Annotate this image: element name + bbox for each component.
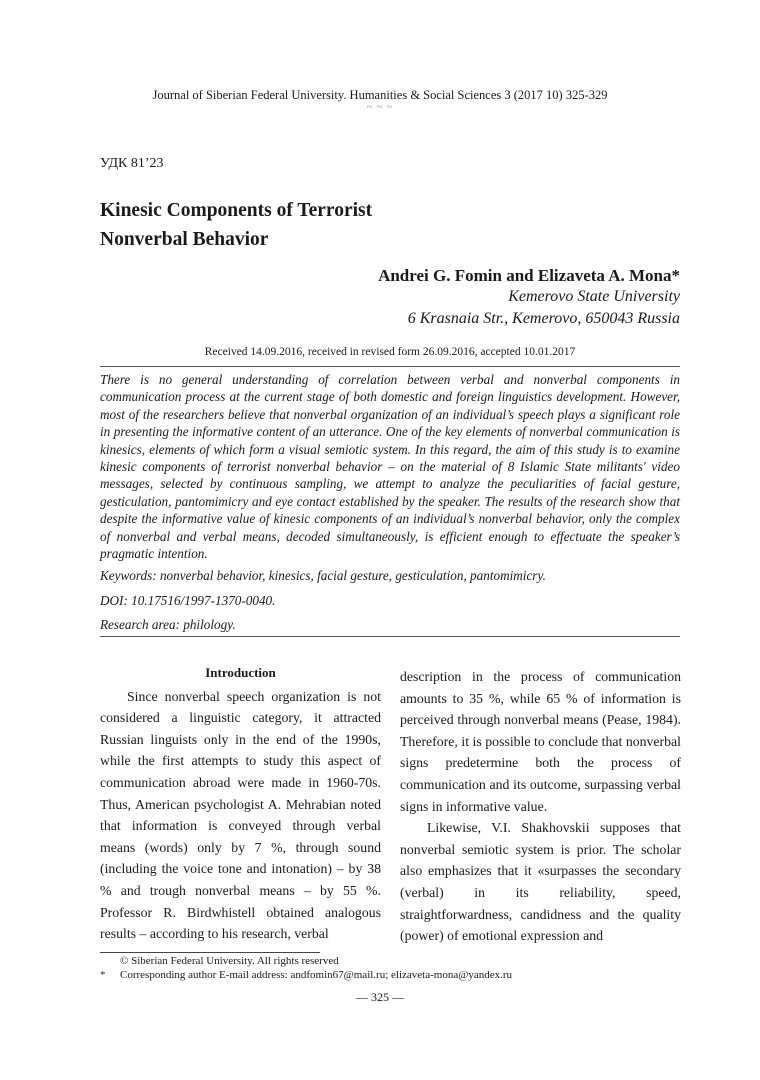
divider-bottom	[100, 636, 680, 637]
udk-code: УДК 81’23	[100, 156, 164, 171]
keywords: Keywords: nonverbal behavior, kinesics, facial gesture, gesticulation, pantomimicry.	[100, 568, 546, 583]
section-heading-introduction: Introduction	[205, 665, 276, 680]
body-paragraph: Since nonverbal speech organization is not considered a linguistic category, it attracted Russian linguists only in the end of the 1990s, while the first attempts to study this aspect of communication abroad were made in 1960-70s. Thus, American psychologist A. Mehrabian noted that information is conveyed through verbal means (words) only by 7 %, through sound (including the voice tone and intonation) – by 38 % and trough nonverbal means – by 55 %. Professor R. Birdwhistell obtained analogous results – according to his research, verbal	[100, 688, 381, 942]
author-address: 6 Krasnaia Str., Kemerovo, 650043 Russia	[407, 310, 680, 327]
footnote-email-text: Corresponding author E-mail address: andfomin67@mail.ru; elizaveta-mona@yandex.ru	[120, 969, 513, 981]
divider-top	[100, 366, 680, 367]
footnote-marker: *	[100, 969, 106, 981]
author-names: Andrei G. Fomin and Elizaveta A. Mona*	[378, 266, 680, 285]
research-area: Research area: philology.	[100, 617, 236, 632]
body-paragraph: description in the process of communication amounts to 35 %, while 65 % of information is perceived through nonverbal means (Pease, 1984). Therefore, it is possible to conclude that nonverbal signs predetermine both the process of communication and its outcome, surpassing verbal signs in informative value.	[400, 669, 681, 814]
title-line-1: Kinesic Components of Terrorist	[100, 200, 373, 221]
received-dates: Received 14.09.2016, received in revised form 26.09.2016, accepted 10.01.2017	[204, 346, 576, 358]
doi: DOI: 10.17516/1997-1370-0040.	[100, 593, 276, 608]
body-paragraph: Likewise, V.I. Shakhovskii supposes that nonverbal semiotic system is prior. The scholar also emphasizes that it «surpasses the secondary (verbal) in its reliability, speed, straightforwardness, candidness and the quality (power) of emotional expression and	[400, 820, 681, 944]
body-column-right	[400, 666, 681, 947]
body-column-left	[100, 662, 381, 945]
title-line-2: Nonverbal Behavior	[100, 229, 269, 250]
footnote-copyright: © Siberian Federal University. All rights reserved	[120, 955, 339, 967]
page-number: — 325 —	[356, 990, 404, 1004]
header-ornament: ~ ~ ~	[366, 102, 394, 113]
article-title	[100, 196, 372, 254]
journal-header: Journal of Siberian Federal University. Humanities & Social Sciences 3 (2017 10) 325-329	[152, 88, 608, 102]
author-affiliation: Kemerovo State University	[508, 288, 680, 305]
footnote-corresponding-author	[100, 969, 512, 981]
abstract: There is no general understanding of correlation between verbal and nonverbal components in communication process at the current stage of both domestic and foreign linguistics development. However, most of the researchers believe that nonverbal organization of an individual’s speech plays a significant role in presenting the informative content of an utterance. One of the key elements of nonverbal communication is kinesics, elements of which form a visual semiotic system. In this regard, the aim of this study is to examine kinesic components of terrorist nonverbal behavior – on the material of 8 Islamic State militants' video messages, selected by continuous sampling, we attempt to analyze the peculiarities of facial gesture, gesticulation, pantomimicry and eye contact established by the speaker. The results of the research show that despite the informative value of kinesic components of an individual’s nonverbal behavior, only the complex of nonverbal and verbal means, decoded simultaneously, is efficient enough to effectuate the speaker’s pragmatic intention.	[100, 372, 680, 562]
footnote-divider	[100, 952, 320, 953]
